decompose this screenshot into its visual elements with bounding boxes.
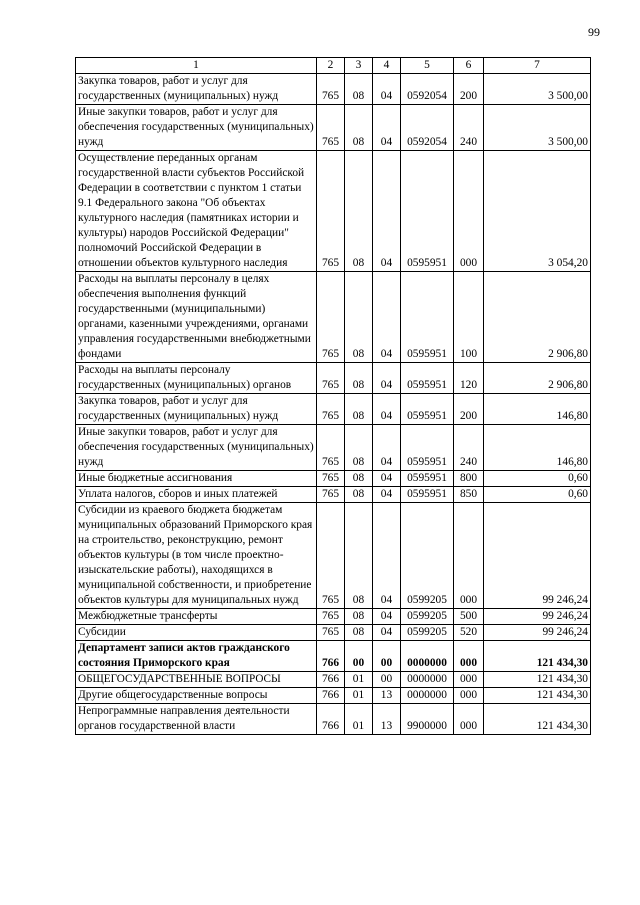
row-razdel: 08	[345, 487, 373, 503]
row-target-code: 0595951	[401, 151, 454, 272]
row-target-code: 9900000	[401, 704, 454, 735]
table-row	[76, 609, 591, 625]
row-name: Иные бюджетные ассигнования	[76, 471, 317, 487]
col-header-6: 6	[454, 58, 484, 74]
row-sum: 3 054,20	[484, 151, 591, 272]
row-sum: 99 246,24	[484, 609, 591, 625]
row-glava: 765	[317, 471, 345, 487]
row-expense-type: 520	[454, 625, 484, 641]
row-podrazdel: 04	[373, 609, 401, 625]
row-glava: 765	[317, 487, 345, 503]
row-target-code: 0000000	[401, 641, 454, 672]
row-sum: 0,60	[484, 471, 591, 487]
row-name: Непрограммные направления деятельности органов государственной власти	[76, 704, 317, 735]
row-podrazdel: 00	[373, 641, 401, 672]
row-name: Расходы на выплаты персоналу государственных (муниципальных) органов	[76, 363, 317, 394]
row-name: ОБЩЕГОСУДАРСТВЕННЫЕ ВОПРОСЫ	[76, 672, 317, 688]
table-row	[76, 471, 591, 487]
table-row	[76, 704, 591, 735]
row-name: Субсидии из краевого бюджета бюджетам муниципальных образований Приморского края на строительство, реконструкцию, ремонт объектов культуры (в том числе проектно-изыскательские работы), находящихся в муниципальной собственности, и приобретение объектов культуры для муниципальных нужд	[76, 503, 317, 609]
row-glava: 765	[317, 394, 345, 425]
row-podrazdel: 00	[373, 672, 401, 688]
row-glava: 766	[317, 704, 345, 735]
row-target-code: 0592054	[401, 105, 454, 151]
row-razdel: 01	[345, 704, 373, 735]
row-expense-type: 000	[454, 688, 484, 704]
row-glava: 765	[317, 272, 345, 363]
row-glava: 765	[317, 363, 345, 394]
col-header-2: 2	[317, 58, 345, 74]
table-row	[76, 394, 591, 425]
row-expense-type: 200	[454, 74, 484, 105]
row-glava: 765	[317, 74, 345, 105]
budget-table	[75, 57, 591, 735]
row-glava: 765	[317, 425, 345, 471]
row-podrazdel: 04	[373, 471, 401, 487]
row-sum: 3 500,00	[484, 74, 591, 105]
row-name: Иные закупки товаров, работ и услуг для обеспечения государственных (муниципальных) нужд	[76, 105, 317, 151]
row-name: Другие общегосударственные вопросы	[76, 688, 317, 704]
row-name: Уплата налогов, сборов и иных платежей	[76, 487, 317, 503]
row-razdel: 08	[345, 151, 373, 272]
row-expense-type: 500	[454, 609, 484, 625]
table-row	[76, 688, 591, 704]
row-expense-type: 120	[454, 363, 484, 394]
row-target-code: 0595951	[401, 471, 454, 487]
table-row	[76, 363, 591, 394]
row-razdel: 08	[345, 74, 373, 105]
row-podrazdel: 04	[373, 105, 401, 151]
table-row	[76, 74, 591, 105]
row-expense-type: 240	[454, 425, 484, 471]
row-target-code: 0592054	[401, 74, 454, 105]
row-podrazdel: 04	[373, 74, 401, 105]
col-header-sum: 7	[484, 58, 591, 74]
row-sum: 121 434,30	[484, 704, 591, 735]
row-razdel: 00	[345, 641, 373, 672]
row-glava: 765	[317, 105, 345, 151]
row-razdel: 01	[345, 688, 373, 704]
row-name: Закупка товаров, работ и услуг для государственных (муниципальных) нужд	[76, 74, 317, 105]
row-sum: 121 434,30	[484, 641, 591, 672]
row-glava: 766	[317, 672, 345, 688]
row-target-code: 0599205	[401, 625, 454, 641]
col-header-5: 5	[401, 58, 454, 74]
row-expense-type: 800	[454, 471, 484, 487]
row-expense-type: 100	[454, 272, 484, 363]
row-glava: 765	[317, 503, 345, 609]
row-name: Межбюджетные трансферты	[76, 609, 317, 625]
row-expense-type: 000	[454, 672, 484, 688]
row-glava: 766	[317, 641, 345, 672]
row-glava: 765	[317, 151, 345, 272]
row-expense-type: 000	[454, 503, 484, 609]
row-expense-type: 850	[454, 487, 484, 503]
table-row	[76, 272, 591, 363]
row-razdel: 08	[345, 394, 373, 425]
row-glava: 765	[317, 609, 345, 625]
row-razdel: 08	[345, 471, 373, 487]
row-razdel: 08	[345, 425, 373, 471]
row-sum: 121 434,30	[484, 672, 591, 688]
row-expense-type: 000	[454, 151, 484, 272]
col-header-3: 3	[345, 58, 373, 74]
row-razdel: 01	[345, 672, 373, 688]
row-expense-type: 000	[454, 704, 484, 735]
row-name: Субсидии	[76, 625, 317, 641]
row-name: Расходы на выплаты персоналу в целях обеспечения выполнения функций государственными (муниципальными) органами, казенными учреждениями, органами управления государственными внебюджетными фондами	[76, 272, 317, 363]
row-podrazdel: 04	[373, 503, 401, 609]
row-target-code: 0595951	[401, 394, 454, 425]
row-podrazdel: 13	[373, 688, 401, 704]
row-sum: 121 434,30	[484, 688, 591, 704]
row-target-code: 0595951	[401, 425, 454, 471]
row-razdel: 08	[345, 625, 373, 641]
row-target-code: 0595951	[401, 363, 454, 394]
row-target-code: 0599205	[401, 503, 454, 609]
row-sum: 0,60	[484, 487, 591, 503]
row-sum: 99 246,24	[484, 503, 591, 609]
col-header-name: 1	[76, 58, 317, 74]
table-row	[76, 625, 591, 641]
row-razdel: 08	[345, 363, 373, 394]
row-sum: 2 906,80	[484, 363, 591, 394]
row-razdel: 08	[345, 105, 373, 151]
row-razdel: 08	[345, 609, 373, 625]
row-target-code: 0000000	[401, 688, 454, 704]
table-row-department	[76, 641, 591, 672]
page-number: 99	[588, 25, 600, 39]
table-row	[76, 487, 591, 503]
row-glava: 766	[317, 688, 345, 704]
row-target-code: 0000000	[401, 672, 454, 688]
table-row	[76, 672, 591, 688]
row-glava: 765	[317, 625, 345, 641]
row-target-code: 0595951	[401, 487, 454, 503]
row-razdel: 08	[345, 272, 373, 363]
row-target-code: 0599205	[401, 609, 454, 625]
row-podrazdel: 13	[373, 704, 401, 735]
row-podrazdel: 04	[373, 151, 401, 272]
row-razdel: 08	[345, 503, 373, 609]
row-sum: 99 246,24	[484, 625, 591, 641]
row-expense-type: 240	[454, 105, 484, 151]
row-target-code: 0595951	[401, 272, 454, 363]
row-name: Закупка товаров, работ и услуг для государственных (муниципальных) нужд	[76, 394, 317, 425]
row-sum: 3 500,00	[484, 105, 591, 151]
row-podrazdel: 04	[373, 487, 401, 503]
row-podrazdel: 04	[373, 363, 401, 394]
row-expense-type: 200	[454, 394, 484, 425]
row-podrazdel: 04	[373, 272, 401, 363]
row-podrazdel: 04	[373, 425, 401, 471]
table-row	[76, 425, 591, 471]
row-name: Иные закупки товаров, работ и услуг для обеспечения государственных (муниципальных) нужд	[76, 425, 317, 471]
header-row	[76, 58, 591, 74]
row-sum: 146,80	[484, 394, 591, 425]
row-name: Осуществление переданных органам государственной власти субъектов Российской Федерации в соответствии с пунктом 1 статьи 9.1 Федерального закона "Об объектах культурного наследия (памятниках истории и культуры) народов Российской Федерации" полномочий Российской Федерации в отношении объектов культурного наследия	[76, 151, 317, 272]
row-expense-type: 000	[454, 641, 484, 672]
row-name: Департамент записи актов гражданского состояния Приморского края	[76, 641, 317, 672]
table-row	[76, 105, 591, 151]
row-sum: 2 906,80	[484, 272, 591, 363]
table-row	[76, 503, 591, 609]
table-row	[76, 151, 591, 272]
row-podrazdel: 04	[373, 394, 401, 425]
row-sum: 146,80	[484, 425, 591, 471]
row-podrazdel: 04	[373, 625, 401, 641]
col-header-4: 4	[373, 58, 401, 74]
